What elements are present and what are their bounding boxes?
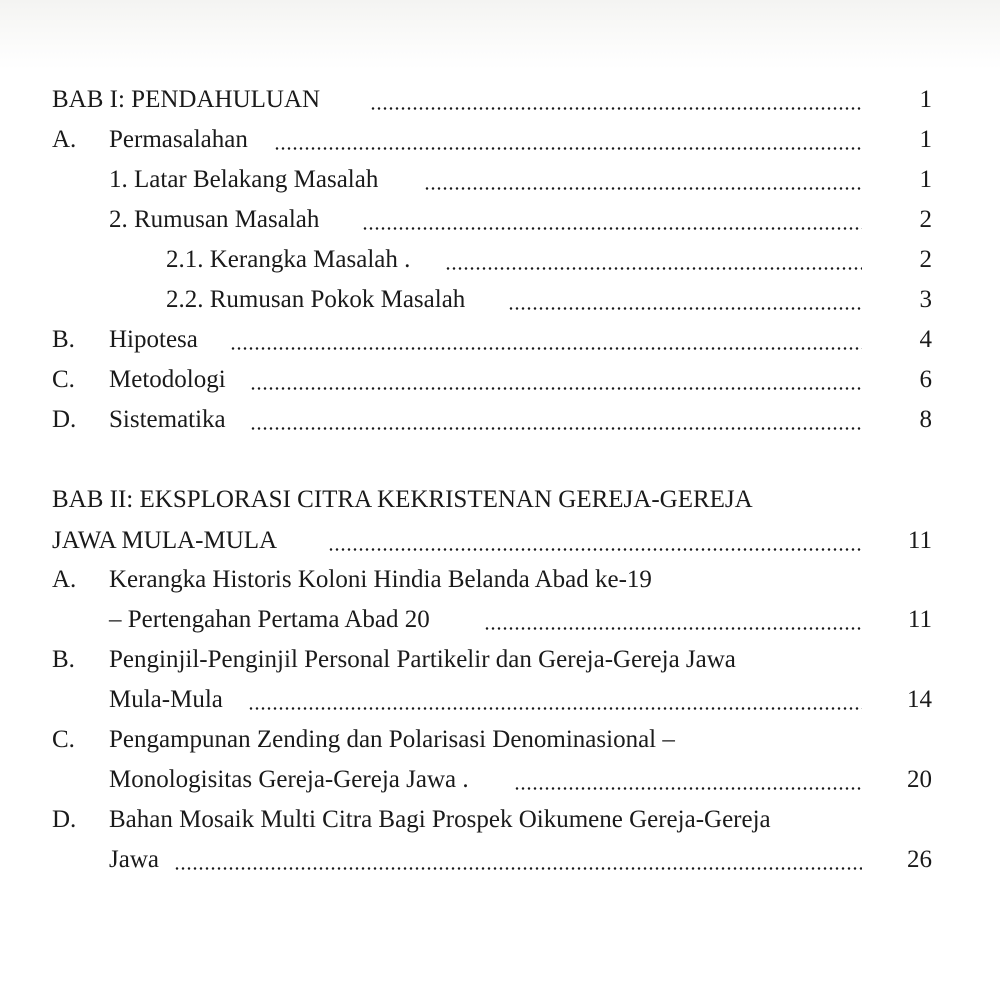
page-number: 2 (919, 246, 932, 273)
dot-leader (230, 347, 862, 350)
entry-text: Jawa (109, 846, 159, 873)
page-number: 4 (919, 326, 932, 353)
entry-text: Pengampunan Zending dan Polarisasi Denominasional – (109, 726, 675, 753)
dot-leader (274, 147, 862, 150)
entry-label: C. (52, 726, 75, 753)
chapter-title: JAWA MULA-MULA (52, 527, 278, 554)
entry-text: 2.1. Kerangka Masalah . (166, 246, 411, 273)
toc-entry-1a22[interactable] (52, 280, 932, 320)
dot-leader (250, 387, 862, 390)
toc-chapter-2-line1[interactable] (52, 480, 932, 520)
entry-label: D. (52, 806, 77, 833)
entry-text: Metodologi (109, 366, 226, 393)
dot-leader (328, 548, 862, 551)
page-number: 20 (907, 766, 932, 793)
toc-chapter-1[interactable] (52, 80, 932, 120)
toc-entry-1a21[interactable] (52, 240, 932, 280)
page-number: 26 (907, 846, 932, 873)
entry-text: 1. Latar Belakang Masalah (109, 166, 379, 193)
toc-entry-2c-line2[interactable] (52, 760, 932, 800)
toc-entry-2a-line2[interactable] (52, 600, 932, 640)
entry-text: Monologisitas Gereja-Gereja Jawa . (109, 766, 469, 793)
page-number: 3 (919, 286, 932, 313)
toc-chapter-2-line2[interactable] (52, 521, 932, 561)
entry-text: Kerangka Historis Koloni Hindia Belanda Abad ke-19 (109, 566, 652, 593)
dot-leader (248, 707, 862, 710)
entry-label: B. (52, 326, 75, 353)
entry-text: 2.2. Rumusan Pokok Masalah (166, 286, 466, 313)
dot-leader (250, 427, 862, 430)
dot-leader (514, 787, 862, 790)
entry-text: Penginjil-Penginjil Personal Partikelir dan Gereja-Gereja Jawa (109, 646, 736, 673)
dot-leader (370, 107, 862, 110)
dot-leader (508, 307, 862, 310)
toc-entry-1d[interactable] (52, 400, 932, 440)
entry-text: 2. Rumusan Masalah (109, 206, 320, 233)
page-number: 1 (919, 126, 932, 153)
page-number: 11 (907, 606, 932, 633)
toc-entry-2b-line2[interactable] (52, 680, 932, 720)
page-top-shadow (0, 0, 1000, 70)
toc-entry-1a2[interactable] (52, 200, 932, 240)
toc-entry-1a[interactable] (52, 120, 932, 160)
entry-text: – Pertengahan Pertama Abad 20 (109, 606, 430, 633)
dot-leader (424, 187, 862, 190)
dot-leader (484, 627, 862, 630)
entry-label: A. (52, 566, 77, 593)
chapter-title: BAB II: EKSPLORASI CITRA KEKRISTENAN GEREJA-GEREJA (52, 486, 753, 513)
dot-leader (362, 227, 862, 230)
toc-entry-1a1[interactable] (52, 160, 932, 200)
entry-text: Permasalahan (109, 126, 248, 153)
toc-entry-2d-line2[interactable] (52, 840, 932, 880)
dot-leader (174, 867, 862, 870)
entry-text: Bahan Mosaik Multi Citra Bagi Prospek Oikumene Gereja-Gereja (109, 806, 771, 833)
toc-entry-2c-line1[interactable] (52, 720, 932, 760)
entry-text: Hipotesa (109, 326, 198, 353)
toc-entry-2d-line1[interactable] (52, 800, 932, 840)
page-number: 8 (919, 406, 932, 433)
page-number: 2 (919, 206, 932, 233)
chapter-title: BAB I: PENDAHULUAN (52, 86, 321, 113)
page-number: 6 (919, 366, 932, 393)
entry-text: Sistematika (109, 406, 226, 433)
entry-label: A. (52, 126, 77, 153)
entry-label: C. (52, 366, 75, 393)
toc-entry-1c[interactable] (52, 360, 932, 400)
toc-entry-1b[interactable] (52, 320, 932, 360)
dot-leader (445, 267, 862, 270)
toc-entry-2a-line1[interactable] (52, 560, 932, 600)
entry-label: B. (52, 646, 75, 673)
page-number: 11 (907, 527, 932, 554)
page-number: 1 (919, 166, 932, 193)
page-number: 1 (919, 86, 932, 113)
entry-text: Mula-Mula (109, 686, 223, 713)
page-number: 14 (907, 686, 932, 713)
toc-entry-2b-line1[interactable] (52, 640, 932, 680)
entry-label: D. (52, 406, 77, 433)
